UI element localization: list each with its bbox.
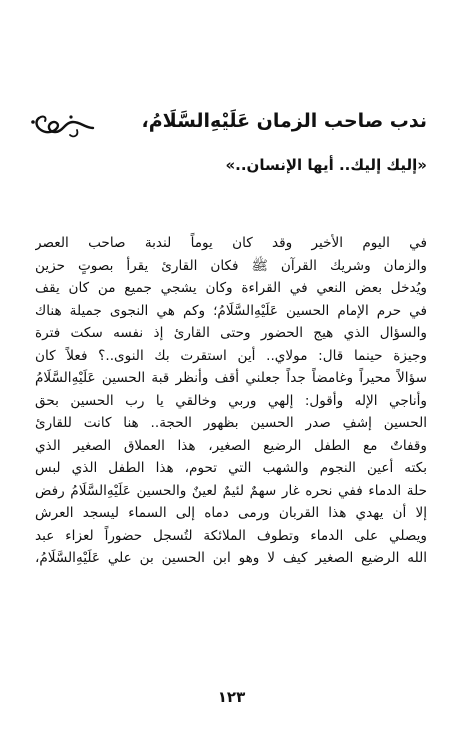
page-number: ١٢٣ [217,688,246,706]
chapter-subtitle: «إليك إليك.. أيها الإنسان..» [225,156,427,174]
text-line: في اليوم الأخير وقد كان يوماً لندبة صاحب العصر [35,235,427,251]
text-line: إلا أن يهدي هذا القربان ورمى دماه إلى السماء ليسجد العرش [35,505,427,521]
chapter-header [27,108,427,142]
text-line: ويصلي على الدماء وتطوف الملائكة لتُسجل حضوراً لعزاء عبد [35,527,427,544]
text-line: الله الرضيع الصغير كيف لا وهو ابن الحسين بن علي عَلَيْهِ‌السَّلَامُ، [35,550,427,566]
chapter-title: ندب صاحب الزمان عَلَيْهِ‌السَّلَامُ، [141,110,427,132]
text-line: في حرم الإمام الحسين عَلَيْهِ‌السَّلَامُ؛ وكم هي النجوى جميلة هناك [35,302,427,319]
text-line: وقفاتٌ مع الطفل الرضيع الصغير، هذا العملاق الصغير الذي [35,437,427,454]
text-line: حلة الدماء ففي نحره غار سهمٌ لئيمٌ لعينٌ والحسين عَلَيْهِ‌السَّلَامُ رفض [35,482,427,499]
text-line: الحسين إشفِ صدر الحسين بظهور الحجة.. هنا كانت للقارئ [35,415,427,431]
body-paragraph [35,232,427,570]
text-line: وأناجي الإله وأقول: إلهي وربي وخالقي يا رب الحسين بحق [35,392,427,409]
calligraphic-swirl-icon [27,108,97,142]
text-line: سؤالاً محيراً وغامضاً جداً جعلني أقف وأنظر قبة الحسين عَلَيْهِ‌السَّلَامُ [35,370,427,386]
text-line: وجيزة حينما قال: مولاي.. أين استقرت بك النوى..؟ فعلاً كان [35,347,427,364]
text-line: والزمان وشريك القرآن ﷺ فكان القارئ يقرأ بصوتٍ حزين [35,257,427,274]
text-line: ويُدخل بعض النعي في القراءة وكان يشجي جميع من كان يقف [35,280,427,296]
text-line: والسؤال الذي هيج الحضور وحتى القارئ إذ نفسه سكت فترة [35,325,427,341]
text-line: بكته أعين النجوم والشهب التي تحوم، هذا الطفل الذي لبس [35,460,427,476]
